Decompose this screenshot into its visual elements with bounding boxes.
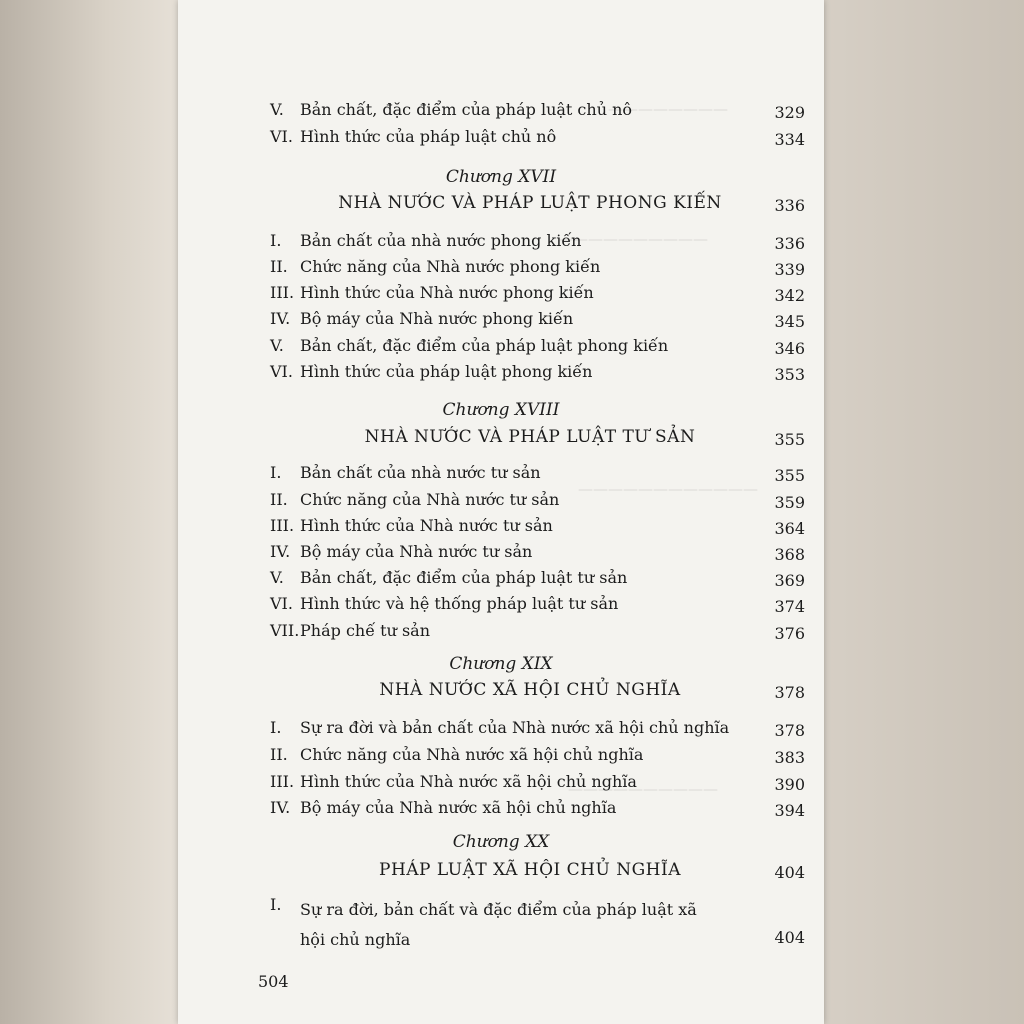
entry-title: Chức năng của Nhà nước tư sản xyxy=(300,490,560,509)
entry-number: IV. xyxy=(270,542,291,561)
background-left xyxy=(0,0,178,1024)
entry-page: 404 xyxy=(774,928,805,947)
chapter-label: Chương XX xyxy=(452,832,550,852)
entry-number: II. xyxy=(270,745,288,764)
entry-page: 369 xyxy=(774,571,805,590)
entry-page: 353 xyxy=(774,365,805,384)
entry-title: Chức năng của Nhà nước xã hội chủ nghĩa xyxy=(300,745,644,764)
entry-number: I. xyxy=(270,895,282,914)
chapter-title-row xyxy=(270,427,820,455)
entry-number: IV. xyxy=(270,309,291,328)
entry-title: Sự ra đời, bản chất và đặc điểm của pháp luật xã hội chủ nghĩa xyxy=(300,900,697,949)
entry-page: 390 xyxy=(774,775,805,794)
page-number: 504 xyxy=(258,972,289,991)
entry-number: II. xyxy=(270,257,288,276)
entry-page: 378 xyxy=(774,721,805,740)
chapter-title: NHÀ NƯỚC XÃ HỘI CHỦ NGHĨA xyxy=(379,680,681,700)
entry-title: Bản chất, đặc điểm của pháp luật chủ nô xyxy=(300,100,633,119)
entry-title: Hình thức của pháp luật chủ nô xyxy=(300,127,557,146)
show-through-decoration: ———————— xyxy=(608,100,728,118)
entry-page: 383 xyxy=(774,748,805,767)
toc-entry xyxy=(270,621,820,647)
entry-title: Bộ máy của Nhà nước tư sản xyxy=(300,542,533,561)
entry-page: 346 xyxy=(774,339,805,358)
chapter-title-row xyxy=(270,860,820,888)
chapter-page: 355 xyxy=(774,430,805,449)
chapter-label: Chương XVIII xyxy=(442,400,560,420)
entry-number: VII. xyxy=(270,621,300,640)
toc-entry xyxy=(270,490,820,516)
entry-number: V. xyxy=(270,100,284,119)
entry-number: VI. xyxy=(270,127,293,146)
entry-page: 355 xyxy=(774,466,805,485)
toc-entry xyxy=(270,336,820,362)
toc-entry xyxy=(270,127,820,153)
background-right xyxy=(824,0,1024,1024)
entry-number: I. xyxy=(270,231,282,250)
toc-entry xyxy=(270,100,820,126)
toc-entry xyxy=(270,283,820,309)
entry-number: VI. xyxy=(270,362,293,381)
entry-page: 359 xyxy=(774,493,805,512)
entry-number: I. xyxy=(270,718,282,737)
entry-page: 336 xyxy=(774,234,805,253)
entry-number: III. xyxy=(270,516,295,535)
entry-number: VI. xyxy=(270,594,293,613)
toc-entry xyxy=(270,542,820,568)
entry-title: Hình thức của Nhà nước phong kiến xyxy=(300,283,594,302)
entry-title: Bản chất, đặc điểm của pháp luật tư sản xyxy=(300,568,628,587)
entry-page: 342 xyxy=(774,286,805,305)
entry-title: Chức năng của Nhà nước phong kiến xyxy=(300,257,601,276)
toc-entry xyxy=(270,718,820,744)
toc-entry xyxy=(270,463,820,489)
entry-page: 376 xyxy=(774,624,805,643)
entry-number: III. xyxy=(270,283,295,302)
entry-page: 339 xyxy=(774,260,805,279)
chapter-title-row xyxy=(270,193,820,221)
entry-page: 329 xyxy=(774,103,805,122)
entry-number: V. xyxy=(270,336,284,355)
entry-title: Hình thức và hệ thống pháp luật tư sản xyxy=(300,594,619,613)
show-through-decoration: —————————— xyxy=(558,230,708,248)
entry-page: 334 xyxy=(774,130,805,149)
entry-title: Pháp chế tư sản xyxy=(300,621,431,640)
chapter-title-row xyxy=(270,680,820,708)
entry-title: Hình thức của Nhà nước xã hội chủ nghĩa xyxy=(300,772,637,791)
show-through-decoration: ———————————— xyxy=(578,480,758,498)
chapter-label: Chương XIX xyxy=(449,654,553,674)
toc-entry xyxy=(270,309,820,335)
chapter-title: PHÁP LUẬT XÃ HỘI CHỦ NGHĨA xyxy=(379,860,681,880)
toc-entry xyxy=(270,257,820,283)
entry-title: Hình thức của Nhà nước tư sản xyxy=(300,516,553,535)
toc-entry xyxy=(270,362,820,388)
entry-page: 374 xyxy=(774,597,805,616)
entry-number: II. xyxy=(270,490,288,509)
toc-entry xyxy=(270,798,820,824)
entry-title: Bản chất của nhà nước phong kiến xyxy=(300,231,582,250)
toc-entry xyxy=(270,516,820,542)
chapter-title: NHÀ NƯỚC VÀ PHÁP LUẬT TƯ SẢN xyxy=(364,427,696,447)
show-through-decoration: —————————— xyxy=(568,780,718,798)
toc-entry xyxy=(270,772,820,798)
entry-number: IV. xyxy=(270,798,291,817)
chapter-title: NHÀ NƯỚC VÀ PHÁP LUẬT PHONG KIẾN xyxy=(338,193,722,213)
chapter-page: 336 xyxy=(774,196,805,215)
book-page xyxy=(178,0,824,1024)
entry-page: 345 xyxy=(774,312,805,331)
toc-entry xyxy=(270,745,820,771)
entry-title: Bộ máy của Nhà nước phong kiến xyxy=(300,309,574,328)
toc-entry xyxy=(270,594,820,620)
chapter-page: 378 xyxy=(774,683,805,702)
entry-title: Bản chất, đặc điểm của pháp luật phong kiến xyxy=(300,336,669,355)
entry-title: Hình thức của pháp luật phong kiến xyxy=(300,362,593,381)
table-of-contents xyxy=(178,0,824,1024)
toc-entry xyxy=(270,231,820,257)
entry-number: III. xyxy=(270,772,295,791)
entry-page: 364 xyxy=(774,519,805,538)
entry-title: Bản chất của nhà nước tư sản xyxy=(300,463,541,482)
entry-title: Sự ra đời và bản chất của Nhà nước xã hội chủ nghĩa xyxy=(300,718,730,737)
entry-number: I. xyxy=(270,463,282,482)
chapter-label: Chương XVII xyxy=(445,167,557,187)
toc-entry xyxy=(270,568,820,594)
chapter-page: 404 xyxy=(774,863,805,882)
entry-page: 394 xyxy=(774,801,805,820)
entry-page: 368 xyxy=(774,545,805,564)
toc-entry xyxy=(270,895,820,955)
entry-title: Bộ máy của Nhà nước xã hội chủ nghĩa xyxy=(300,798,617,817)
entry-number: V. xyxy=(270,568,284,587)
